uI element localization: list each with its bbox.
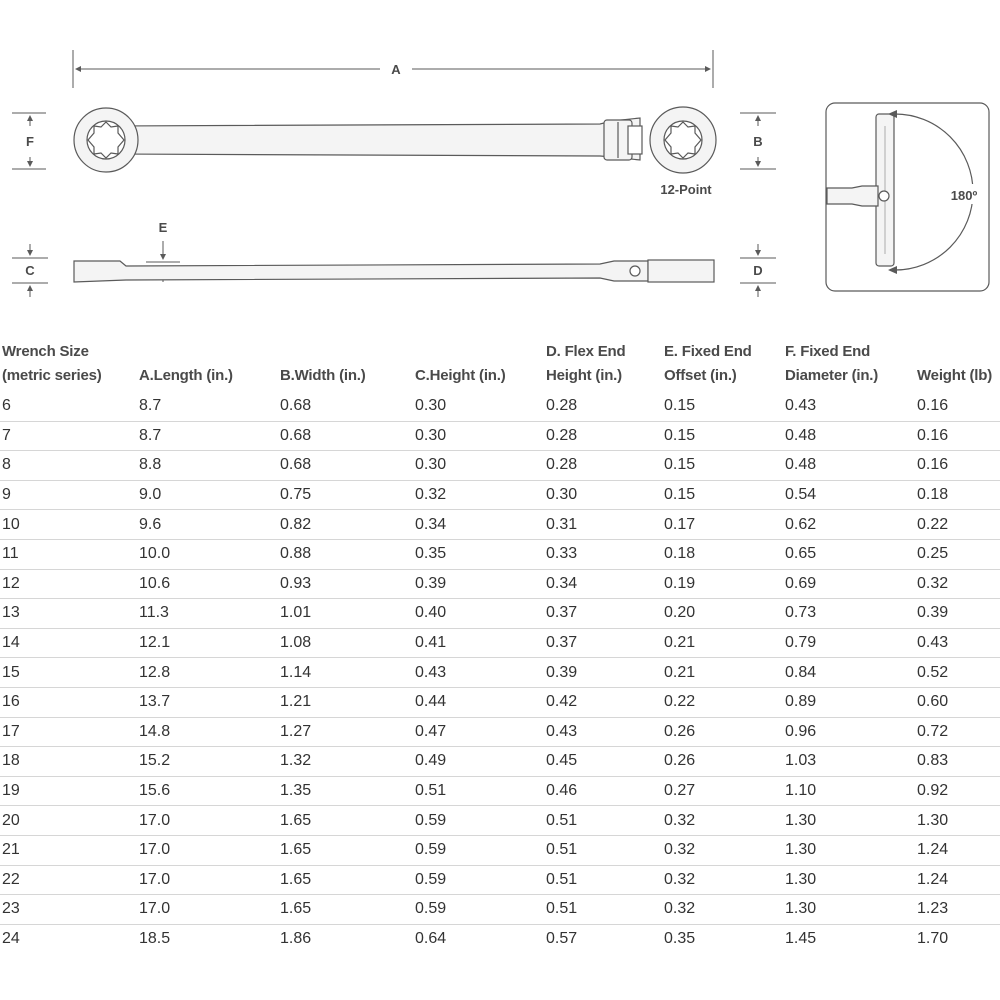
table-cell: 0.18 (915, 480, 1000, 510)
column-header: A.Length (in.) (139, 367, 233, 384)
table-cell: 0.35 (662, 924, 783, 953)
label-twelve-point: 12-Point (660, 182, 712, 197)
table-cell: 0.49 (413, 747, 544, 777)
table-cell: 1.32 (278, 747, 413, 777)
table-row (0, 480, 1000, 510)
table-cell: 24 (0, 924, 137, 953)
table-cell: 0.44 (413, 687, 544, 717)
table-cell: 12.1 (137, 628, 278, 658)
table-cell: 0.51 (544, 806, 662, 836)
table-cell: 0.15 (662, 451, 783, 481)
table-cell: 0.34 (544, 569, 662, 599)
table-cell: 0.16 (915, 421, 1000, 451)
table-cell: 1.30 (783, 865, 915, 895)
table-cell: 12.8 (137, 658, 278, 688)
table-cell: 15 (0, 658, 137, 688)
table-cell: 7 (0, 421, 137, 451)
table-cell: 23 (0, 895, 137, 925)
table-cell: 1.45 (783, 924, 915, 953)
table-cell: 22 (0, 865, 137, 895)
table-row (0, 539, 1000, 569)
table-cell: 11 (0, 539, 137, 569)
table-cell: 1.65 (278, 835, 413, 865)
label-a: A (391, 62, 401, 77)
table-cell: 6 (2, 397, 11, 415)
table-header-row (0, 336, 1000, 392)
table-cell: 0.39 (544, 658, 662, 688)
table-cell: 10 (0, 510, 137, 540)
table-row (0, 628, 1000, 658)
table-cell: 0.41 (413, 628, 544, 658)
table-cell: 19 (0, 776, 137, 806)
table-cell: 1.23 (915, 895, 1000, 925)
table-cell: 17.0 (137, 835, 278, 865)
table-cell: 0.68 (280, 397, 312, 415)
table-row (0, 835, 1000, 865)
label-rotation: 180º (950, 188, 978, 203)
table-cell: 0.17 (662, 510, 783, 540)
table-cell: 0.15 (662, 421, 783, 451)
table-cell: 0.83 (915, 747, 1000, 777)
table-cell: 0.45 (544, 747, 662, 777)
table-cell: 0.30 (415, 397, 447, 415)
table-cell: 1.14 (278, 658, 413, 688)
table-cell: 0.16 (917, 397, 949, 415)
table-row (0, 717, 1000, 747)
table-cell: 0.59 (413, 895, 544, 925)
table-cell: 18.5 (137, 924, 278, 953)
table-row (0, 451, 1000, 481)
table-cell: 16 (0, 687, 137, 717)
table-cell: 1.86 (278, 924, 413, 953)
table-cell: 0.75 (278, 480, 413, 510)
table-cell: 0.26 (662, 717, 783, 747)
table-cell: 0.64 (413, 924, 544, 953)
table-cell: 1.30 (783, 895, 915, 925)
table-row (0, 865, 1000, 895)
table-cell: 21 (0, 835, 137, 865)
table-row (0, 895, 1000, 925)
table-cell: 0.57 (544, 924, 662, 953)
table-cell: 0.68 (278, 451, 413, 481)
table-cell: 0.32 (662, 865, 783, 895)
table-cell: 0.73 (783, 599, 915, 629)
table-cell: 0.59 (413, 835, 544, 865)
table-cell: 0.16 (915, 451, 1000, 481)
table-cell: 0.79 (783, 628, 915, 658)
wrench-top-view (74, 107, 716, 173)
table-cell: 1.70 (915, 924, 1000, 953)
column-header: D. Flex End Height (in.) (546, 343, 626, 384)
table-cell: 0.25 (915, 539, 1000, 569)
table-cell: 0.92 (915, 776, 1000, 806)
table-row (0, 569, 1000, 599)
table-cell: 0.31 (544, 510, 662, 540)
table-cell: 0.28 (544, 421, 662, 451)
table-cell: 0.51 (544, 865, 662, 895)
table-cell: 0.32 (662, 835, 783, 865)
table-cell: 20 (0, 806, 137, 836)
table-cell: 10.0 (137, 539, 278, 569)
table-cell: 8.8 (137, 451, 278, 481)
table-cell: 14 (0, 628, 137, 658)
table-row (0, 599, 1000, 629)
table-cell: 0.26 (662, 747, 783, 777)
table-cell: 0.88 (278, 539, 413, 569)
table-cell: 8 (0, 451, 137, 481)
table-cell: 0.21 (662, 628, 783, 658)
table-cell: 15.2 (137, 747, 278, 777)
table-row (0, 392, 1000, 421)
table-cell: 0.68 (278, 421, 413, 451)
table-cell: 9.0 (137, 480, 278, 510)
table-row (0, 510, 1000, 540)
table-cell: 8.7 (139, 397, 162, 415)
table-cell: 0.96 (783, 717, 915, 747)
table-cell: 0.51 (413, 776, 544, 806)
table-row (0, 747, 1000, 777)
table-row (0, 658, 1000, 688)
column-header: C.Height (in.) (415, 367, 506, 384)
table-cell: 1.24 (915, 865, 1000, 895)
table-cell: 0.42 (544, 687, 662, 717)
table-cell: 0.43 (785, 397, 817, 415)
table-cell: 0.93 (278, 569, 413, 599)
table-cell: 0.43 (413, 658, 544, 688)
table-cell: 0.46 (544, 776, 662, 806)
table-cell: 0.59 (413, 806, 544, 836)
table-cell: 0.28 (544, 451, 662, 481)
wrench-dimension-diagram (0, 0, 1000, 310)
table-cell: 0.43 (915, 628, 1000, 658)
table-cell: 1.10 (783, 776, 915, 806)
table-cell: 0.34 (413, 510, 544, 540)
table-cell: 0.48 (783, 451, 915, 481)
table-cell: 0.65 (783, 539, 915, 569)
table-cell: 1.27 (278, 717, 413, 747)
table-cell: 0.32 (915, 569, 1000, 599)
table-cell: 0.40 (413, 599, 544, 629)
table-cell: 0.15 (662, 480, 783, 510)
table-cell: 0.21 (662, 658, 783, 688)
table-cell: 18 (0, 747, 137, 777)
table-cell: 0.30 (413, 421, 544, 451)
table-cell: 0.19 (662, 569, 783, 599)
table-cell: 10.6 (137, 569, 278, 599)
table-cell: 0.51 (544, 835, 662, 865)
column-header: B.Width (in.) (280, 367, 366, 384)
table-cell: 1.30 (783, 806, 915, 836)
table-cell: 17.0 (137, 806, 278, 836)
table-cell: 0.15 (664, 397, 696, 415)
table-cell: 9.6 (137, 510, 278, 540)
table-cell: 13 (0, 599, 137, 629)
table-cell: 1.30 (915, 806, 1000, 836)
table-cell: 13.7 (137, 687, 278, 717)
specification-table-wrapper (0, 336, 1000, 953)
table-cell: 1.35 (278, 776, 413, 806)
table-cell: 0.39 (915, 599, 1000, 629)
table-row (0, 687, 1000, 717)
table-row (0, 924, 1000, 953)
table-cell: 0.84 (783, 658, 915, 688)
table-cell: 1.21 (278, 687, 413, 717)
table-cell: 14.8 (137, 717, 278, 747)
table-cell: 0.52 (915, 658, 1000, 688)
table-body (0, 392, 1000, 953)
column-header: F. Fixed End Diameter (in.) (785, 343, 879, 384)
table-cell: 0.82 (278, 510, 413, 540)
table-cell: 1.08 (278, 628, 413, 658)
table-cell: 1.65 (278, 806, 413, 836)
table-cell: 0.27 (662, 776, 783, 806)
label-c: C (25, 263, 35, 278)
table-row (0, 806, 1000, 836)
label-e: E (158, 220, 168, 235)
table-cell: 1.01 (278, 599, 413, 629)
table-cell: 0.32 (662, 806, 783, 836)
table-cell: 1.03 (783, 747, 915, 777)
table-cell: 0.22 (915, 510, 1000, 540)
table-cell: 0.18 (662, 539, 783, 569)
table-cell: 0.62 (783, 510, 915, 540)
table-cell: 0.54 (783, 480, 915, 510)
table-row (0, 776, 1000, 806)
label-b: B (753, 134, 763, 149)
table-cell: 9 (0, 480, 137, 510)
table-cell: 1.65 (278, 865, 413, 895)
table-cell: 0.39 (413, 569, 544, 599)
table-cell: 15.6 (137, 776, 278, 806)
table-cell: 0.32 (413, 480, 544, 510)
table-cell: 0.48 (783, 421, 915, 451)
table-cell: 1.65 (278, 895, 413, 925)
table-cell: 0.30 (544, 480, 662, 510)
table-cell: 0.20 (662, 599, 783, 629)
table-cell: 8.7 (137, 421, 278, 451)
table-cell: 0.59 (413, 865, 544, 895)
column-header: Wrench Size (metric series) (2, 343, 102, 384)
table-cell: 0.69 (783, 569, 915, 599)
specification-table (0, 336, 1000, 953)
table-cell: 0.60 (915, 687, 1000, 717)
table-cell: 1.24 (915, 835, 1000, 865)
table-cell: 17 (0, 717, 137, 747)
table-cell: 0.37 (544, 599, 662, 629)
table-cell: 0.43 (544, 717, 662, 747)
table-cell: 12 (0, 569, 137, 599)
table-cell: 1.30 (783, 835, 915, 865)
table-cell: 11.3 (137, 599, 278, 629)
column-header: E. Fixed End Offset (in.) (664, 343, 752, 384)
table-cell: 0.28 (546, 397, 578, 415)
table-cell: 0.32 (662, 895, 783, 925)
table-cell: 0.51 (544, 895, 662, 925)
table-cell: 0.89 (783, 687, 915, 717)
wrench-side-view (74, 260, 714, 282)
label-d: D (753, 263, 763, 278)
table-cell: 0.22 (662, 687, 783, 717)
table-cell: 0.33 (544, 539, 662, 569)
table-cell: 0.30 (413, 451, 544, 481)
table-cell: 17.0 (137, 865, 278, 895)
table-cell: 0.47 (413, 717, 544, 747)
table-row (0, 421, 1000, 451)
table-cell: 0.35 (413, 539, 544, 569)
table-cell: 0.72 (915, 717, 1000, 747)
label-f: F (26, 134, 34, 149)
table-cell: 0.37 (544, 628, 662, 658)
column-header: Weight (lb) (917, 367, 993, 384)
table-cell: 17.0 (137, 895, 278, 925)
